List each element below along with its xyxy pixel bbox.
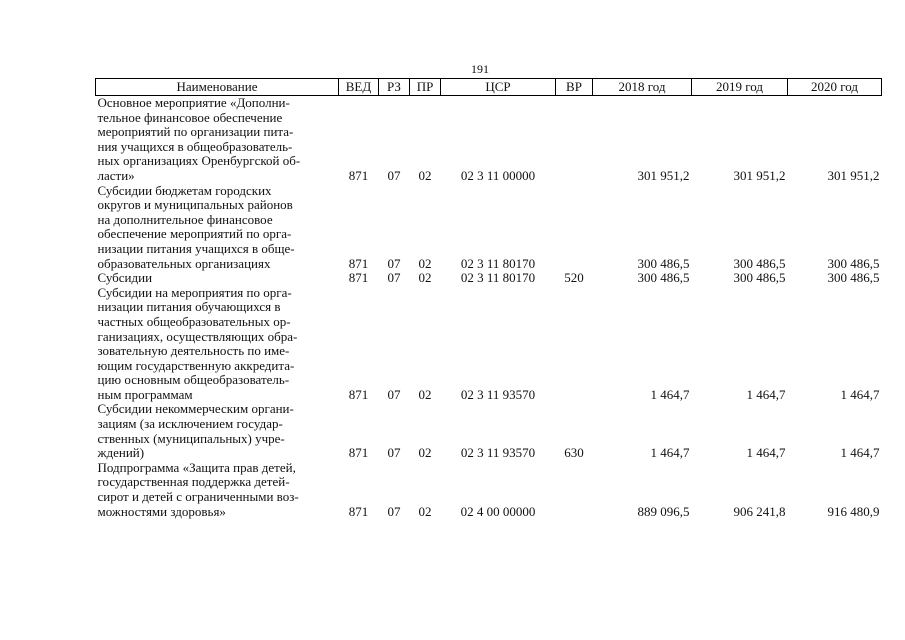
header-csr: ЦСР [441,79,556,96]
row-name-line: ных организациях Оренбургской об- [97,153,301,169]
row-name-line: Основное мероприятие «Дополни- [97,95,290,110]
row-pr: 02 [418,445,432,461]
row-ved: 871 [348,503,369,519]
row-name-line: образовательных организациях [97,255,271,271]
row-ved: 871 [348,255,369,271]
row-2019: 300 486,5 [733,255,786,271]
table-row [96,461,882,519]
row-pr: 02 [418,386,432,402]
row-rz: 07 [387,386,401,402]
row-name-line: Субсидии на мероприятия по орга- [97,284,292,300]
row-rz: 07 [387,270,401,286]
row-2018: 1 464,7 [650,386,690,402]
row-2020: 916 480,9 [827,503,880,519]
row-vr [556,461,593,519]
row-ved: 871 [348,270,369,286]
row-name-line: Подпрограмма «Защита прав детей, [97,459,296,475]
header-ved: ВЕД [339,79,379,96]
row-name-line: на дополнительное финансовое [97,211,273,227]
row-2018: 300 486,5 [637,255,690,271]
row-name-line: Субсидии бюджетам городских [97,182,272,198]
row-name-line: ным программам [97,386,193,402]
row-vr: 630 [564,445,584,461]
row-csr: 02 3 11 00000 [460,167,536,183]
row-name-line: мероприятий по организации пита- [97,124,294,140]
row-2018: 300 486,5 [637,270,690,286]
page-number: 191 [471,62,489,76]
row-rz: 07 [387,255,401,271]
row-2018: 301 951,2 [637,167,690,183]
row-name-line: цию основным общеобразователь- [97,372,290,388]
row-csr: 02 3 11 93570 [460,445,536,461]
header-pr: ПР [410,79,441,96]
header-row [96,79,882,96]
row-name-line: Субсидии [97,270,153,286]
table-body [96,96,882,520]
row-name-line: зациям (за исключением государ- [97,416,283,432]
row-rz: 07 [387,167,401,183]
row-vr [556,96,593,184]
row-csr: 02 4 00 00000 [460,503,536,519]
row-2020: 1 464,7 [840,386,880,402]
row-2019: 301 951,2 [733,167,786,183]
row-name-line: ласти» [97,167,135,183]
header-name: Наименование [96,79,339,96]
row-2020: 1 464,7 [840,445,880,461]
row-name-line: ния учащихся в общеобразователь- [97,138,293,154]
row-2020: 301 951,2 [827,167,880,183]
table-row [96,402,882,460]
row-2019: 300 486,5 [733,270,786,286]
row-name [96,461,339,519]
header-vr: ВР [556,79,593,96]
row-vr: 520 [564,270,584,286]
row-2020: 300 486,5 [827,270,880,286]
row-vr [556,286,593,403]
row-name-line: тельное финансовое обеспечение [97,109,283,125]
row-vr [556,184,593,272]
row-ved: 871 [348,386,369,402]
row-ved: 871 [348,445,369,461]
table-row [96,271,882,286]
row-2018: 1 464,7 [650,445,690,461]
row-name-line: Субсидии некоммерческим органи- [97,401,294,417]
header-2018: 2018 год [593,79,692,96]
row-name-line: сирот и детей с ограниченными воз- [97,489,299,505]
row-name-line: можностями здоровья» [97,503,226,519]
row-name-line: зовательную деятельность по име- [97,343,290,359]
row-name-line: ганизациях, осуществляющих обра- [97,328,298,344]
row-name [96,402,339,460]
table-row [96,184,882,272]
row-name [96,96,339,184]
row-name-line: ждений) [97,445,145,461]
row-ved: 871 [348,167,369,183]
row-name-line: низации питания учащихся в обще- [97,240,295,256]
row-rz: 07 [387,503,401,519]
row-name [96,184,339,272]
row-2019: 906 241,8 [733,503,786,519]
row-name-line: частных общеобразовательных ор- [97,313,291,329]
row-name-line: ственных (муниципальных) учре- [97,430,285,446]
row-name-line: низации питания обучающихся в [97,299,281,315]
header-2019: 2019 год [692,79,788,96]
row-name-line: государственная поддержка детей- [97,474,290,490]
row-rz: 07 [387,445,401,461]
row-2018: 889 096,5 [637,503,690,519]
table-header [96,79,882,96]
row-name-line: обеспечение мероприятий по орга- [97,226,292,242]
row-csr: 02 3 11 80170 [460,270,536,286]
row-pr: 02 [418,167,432,183]
header-rz: РЗ [379,79,410,96]
row-name-line: округов и муниципальных районов [97,197,293,213]
row-csr: 02 3 11 93570 [460,386,536,402]
row-pr: 02 [418,255,432,271]
table-row [96,286,882,403]
budget-table [95,78,882,519]
header-2020: 2020 год [788,79,882,96]
row-2020: 300 486,5 [827,255,880,271]
table-row [96,96,882,184]
row-2019: 1 464,7 [746,386,786,402]
row-pr: 02 [418,503,432,519]
row-pr: 02 [418,270,432,286]
row-name [96,271,339,286]
row-2019: 1 464,7 [746,445,786,461]
row-name-line: ющим государственную аккредита- [97,357,295,373]
row-name [96,286,339,403]
row-csr: 02 3 11 80170 [460,255,536,271]
